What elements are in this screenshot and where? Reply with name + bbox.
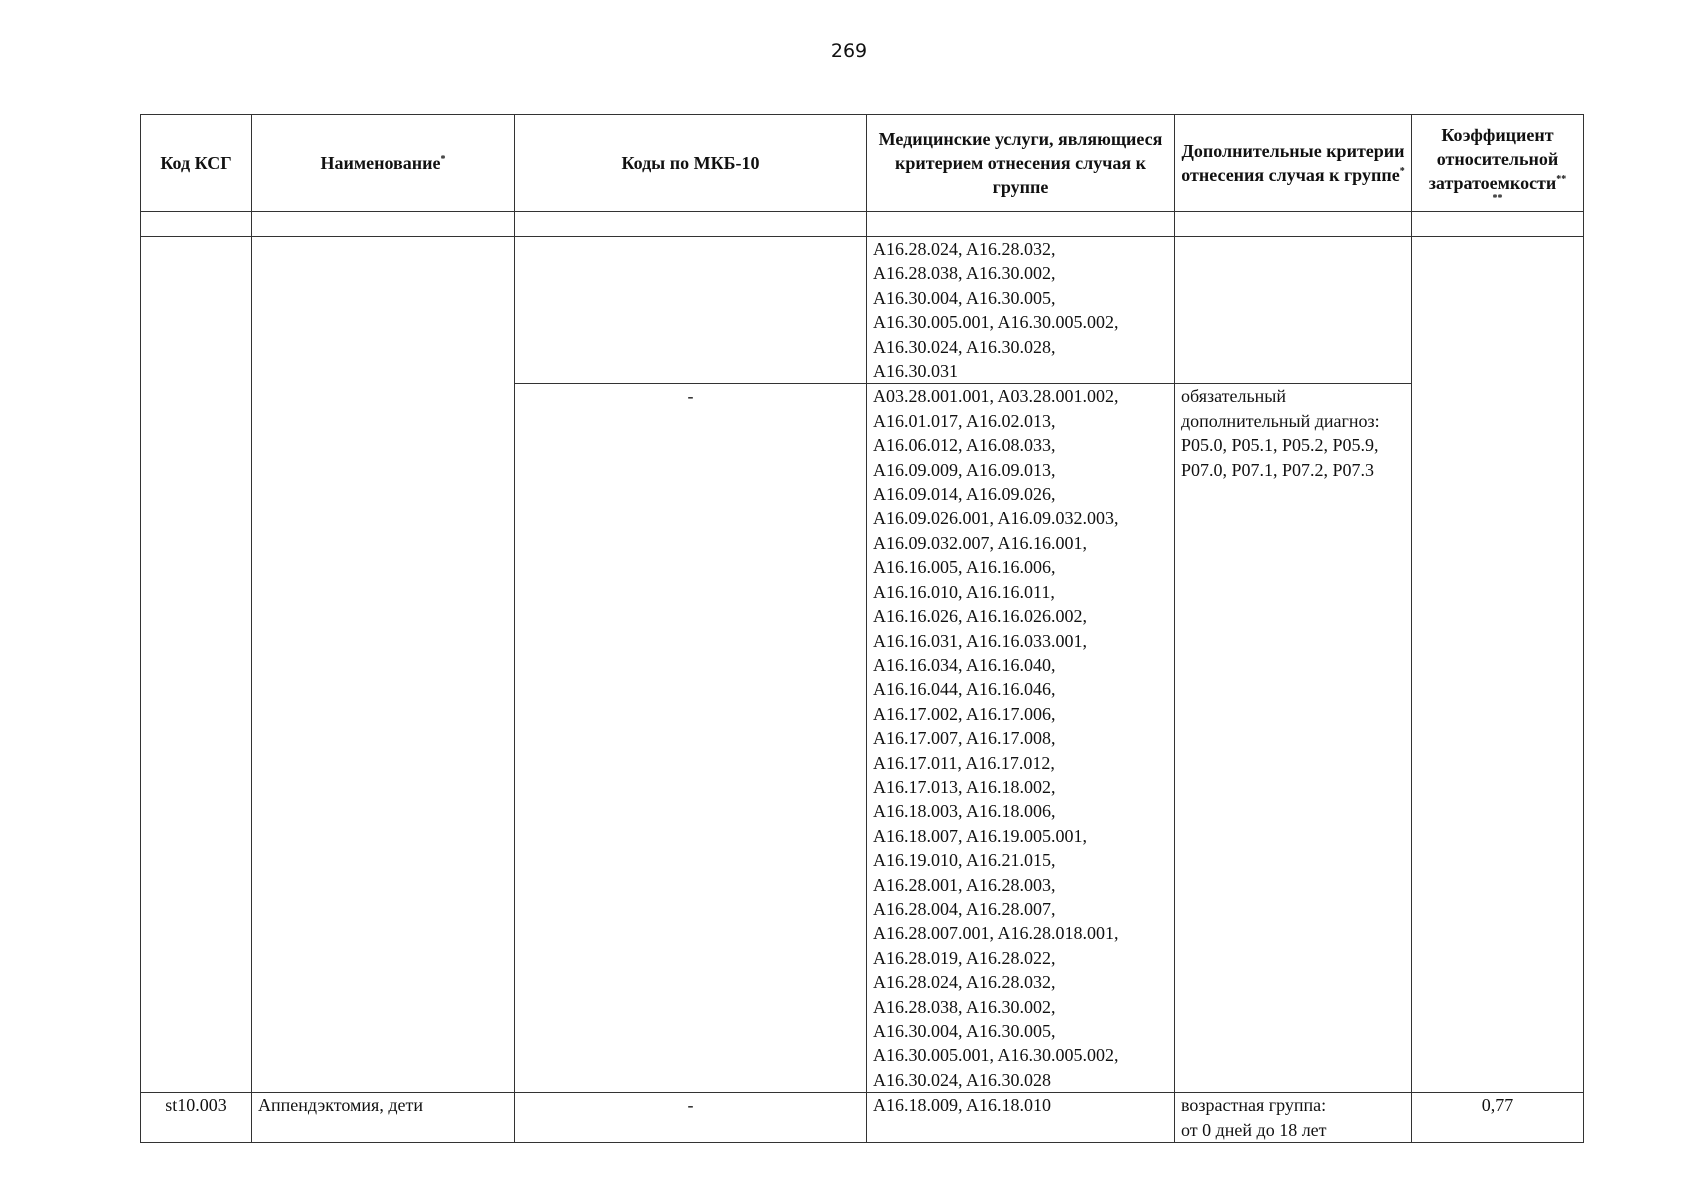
header-code: Код КСГ <box>141 115 252 212</box>
footnote-mark: ** <box>1556 174 1567 185</box>
cell-services: A16.18.009, A16.18.010 <box>867 1093 1175 1143</box>
table-row <box>141 237 1584 384</box>
cell-criteria: обязательный дополнительный диагноз: P05.0, P05.1, P05.2, P05.9, P07.0, P07.1, P07.2, P07.3 <box>1175 384 1412 1093</box>
header-mkb: Коды по МКБ-10 <box>515 115 867 212</box>
footnote-mark: * <box>440 154 446 165</box>
header-coef: Коэффициент относительной затратоемкости** ** <box>1412 115 1584 212</box>
header-criteria: Дополнительные критерии отнесения случая к группе* <box>1175 115 1412 212</box>
footnote-mark: * <box>1399 166 1405 177</box>
cell-services: A16.28.024, A16.28.032, A16.28.038, A16.30.002, A16.30.004, A16.30.005, A16.30.005.001, A16.30.005.002, A16.30.024, A16.30.028, A16.30.031 <box>867 237 1175 384</box>
header-name: Наименование* <box>252 115 515 212</box>
ksg-table <box>140 114 1584 1143</box>
cell-name: Аппендэктомия, дети <box>252 1093 515 1143</box>
cell-coef <box>1412 237 1584 1093</box>
cell-code: st10.003 <box>141 1093 252 1143</box>
cell-mkb: - <box>515 1093 867 1143</box>
cell-mkb <box>515 237 867 384</box>
table-header-row <box>141 115 1584 212</box>
table-spacer-row <box>141 212 1584 237</box>
cell-criteria <box>1175 237 1412 384</box>
cell-coef: 0,77 <box>1412 1093 1584 1143</box>
cell-name <box>252 237 515 1093</box>
cell-services: A03.28.001.001, A03.28.001.002, A16.01.017, A16.02.013, A16.06.012, A16.08.033, A16.09.009, A16.09.013, A16.09.014, A16.09.026, A16.09.026.001, A16.09.032.003, A16.09.032.007, A16.16.001, A16.16.005, A16.16.006, A16.16.010, A16.16.011, A16.16.026, A16.16.026.002, A16.16.031, A16.16.033.001, A16.16.034, A16.16.040, A16.16.044, A16.16.046, A16.17.002, A16.17.006, A16.17.007, A16.17.008, A16.17.011, A16.17.012, A16.17.013, A16.18.002, A16.18.003, A16.18.006, A16.18.007, A16.19.005.001, A16.19.010, A16.21.015, A16.28.001, A16.28.003, A16.28.004, A16.28.007, A16.28.007.001, A16.28.018.001, A16.28.019, A16.28.022, A16.28.024, A16.28.032, A16.28.038, A16.30.002, A16.30.004, A16.30.005, A16.30.005.001, A16.30.005.002, A16.30.024, A16.30.028 <box>867 384 1175 1093</box>
header-services: Медицинские услуги, являющиеся критерием отнесения случая к группе <box>867 115 1175 212</box>
cell-code <box>141 237 252 1093</box>
cell-criteria: возрастная группа: от 0 дней до 18 лет <box>1175 1093 1412 1143</box>
footnote-mark-second: ** <box>1492 193 1503 204</box>
cell-mkb: - <box>515 384 867 1093</box>
page-number: 269 <box>830 40 868 62</box>
table-row <box>141 1093 1584 1143</box>
